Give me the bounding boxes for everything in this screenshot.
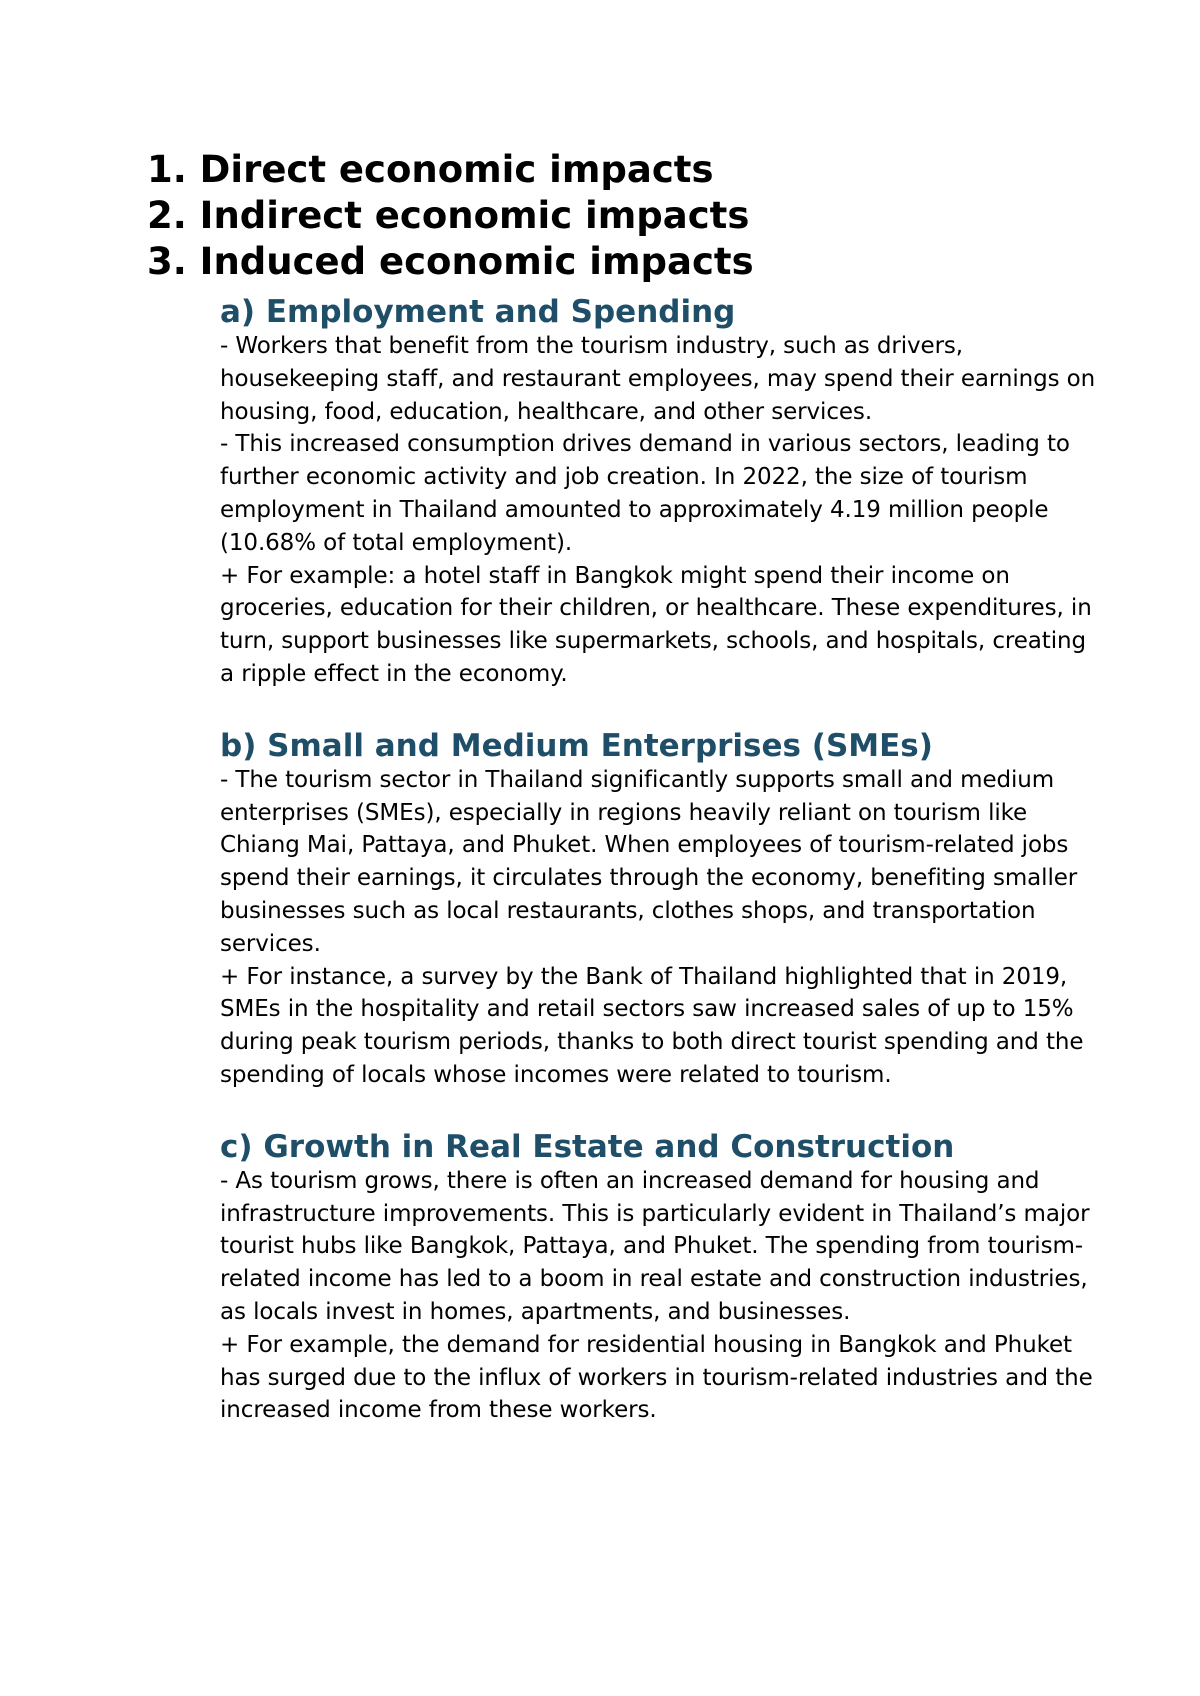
induced-impacts-content xyxy=(220,292,1100,1427)
paragraph: - Workers that benefit from the tourism industry, such as drivers, housekeeping staff, and restaurant employees, may spend their earnings on housing, food, education, healthcare, and other services. xyxy=(220,333,1096,425)
section-employment-spending xyxy=(220,292,1100,691)
section-heading: c) Growth in Real Estate and Construction xyxy=(220,1128,955,1165)
section-real-estate-construction xyxy=(220,1127,1100,1427)
section-heading: a) Employment and Spending xyxy=(220,294,736,330)
list-item-induced-impacts: 3. Induced economic impacts xyxy=(147,240,754,283)
list-item-direct-impacts: 1. Direct economic impacts xyxy=(147,148,714,191)
paragraph: + For example: a hotel staff in Bangkok might spend their income on groceries, education for their children, or healthcare. These expenditures, in turn, support businesses like supermarkets, schools, and hospitals, creating a ripple effect in the economy. xyxy=(220,562,1092,687)
list-item-indirect-impacts: 2. Indirect economic impacts xyxy=(147,194,750,237)
paragraph: - The tourism sector in Thailand significantly supports small and medium enterprises (SMEs), especially in regions heavily reliant on tourism like Chiang Mai, Pattaya, and Phuket. When employees of tourism-related jobs spend their earnings, it circulates through the economy, benefiting smaller businesses such as local restaurants, clothes shops, and transportation services. xyxy=(220,766,1078,957)
paragraph: + For example, the demand for residential housing in Bangkok and Phuket has surged due to the influx of workers in tourism-related industries and the increased income from these workers. xyxy=(220,1331,1093,1424)
paragraph: - This increased consumption drives demand in various sectors, leading to further economic activity and job creation. In 2022, the size of tourism employment in Thailand amounted to approximately 4.19 million people (10.68% of total employment). xyxy=(220,431,1070,556)
section-smes xyxy=(220,726,1100,1092)
impact-type-list xyxy=(147,147,754,285)
paragraph: - As tourism grows, there is often an increased demand for housing and infrastructure improvements. This is particularly evident in Thailand’s major tourist hubs like Bangkok, Pattaya, and Phuket. The spending from tourism-related income has led to a boom in real estate and construction industries, as locals invest in homes, apartments, and businesses. xyxy=(220,1167,1090,1325)
paragraph: + For instance, a survey by the Bank of Thailand highlighted that in 2019, SMEs in the hospitality and retail sectors saw increased sales of up to 15% during peak tourism periods, thanks to both direct tourist spending and the spending of locals whose incomes were related to tourism. xyxy=(220,963,1084,1088)
section-heading: b) Small and Medium Enterprises (SMEs) xyxy=(220,727,933,764)
